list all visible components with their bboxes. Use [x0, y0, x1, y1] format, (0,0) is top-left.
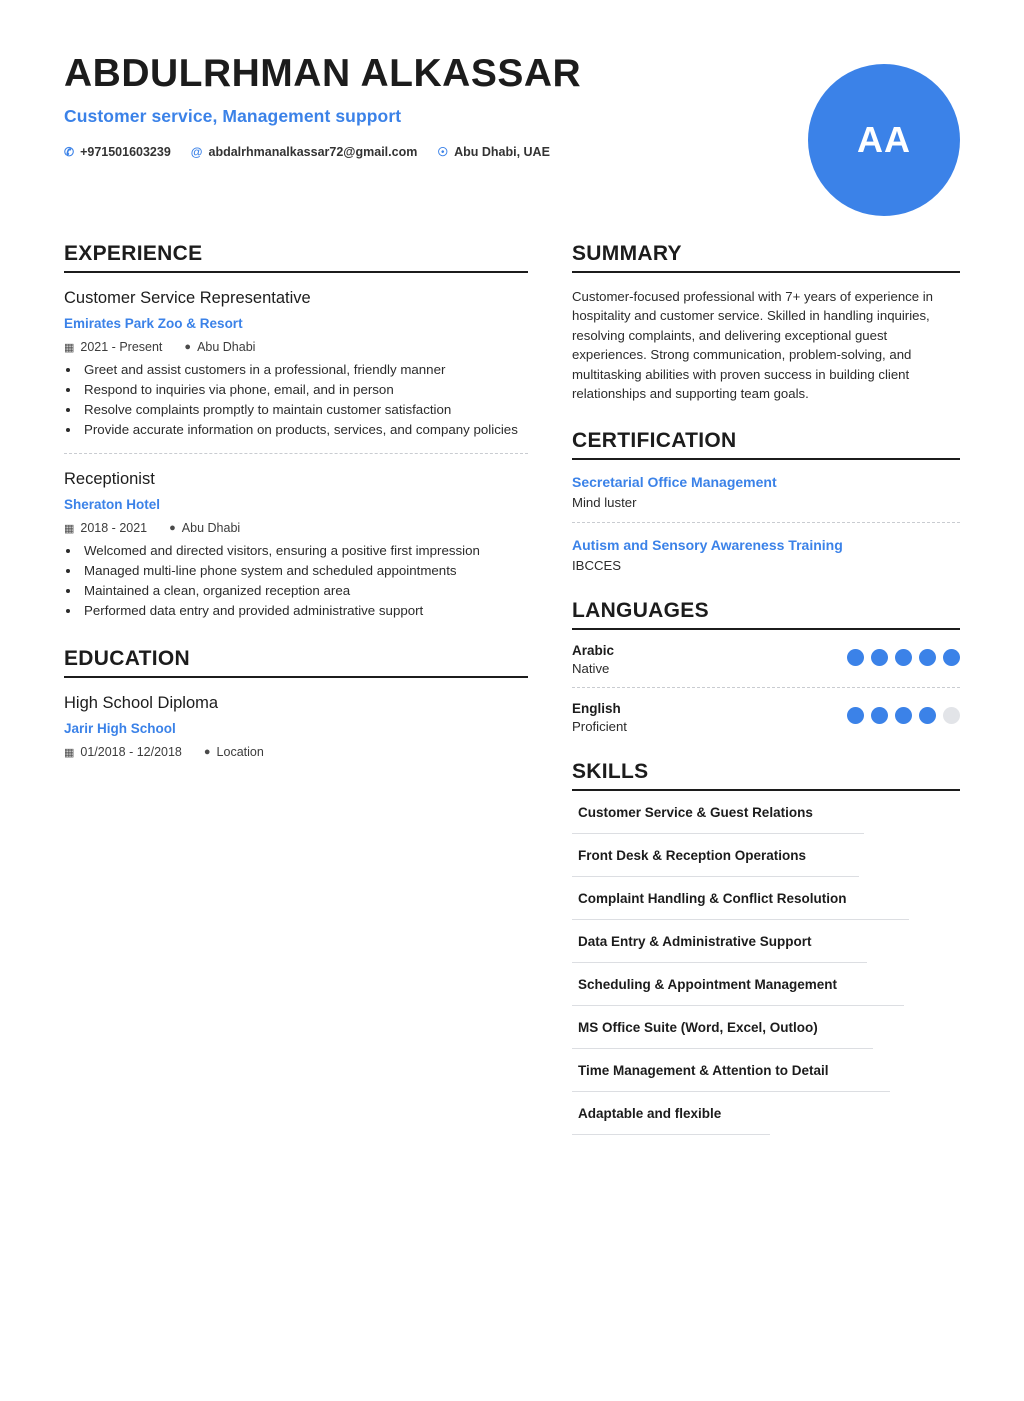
- contact-email: [191, 145, 418, 159]
- rating-dot: [919, 707, 936, 724]
- calendar-icon: ▦: [64, 522, 75, 535]
- skill-item: Time Management & Attention to Detail: [572, 1049, 890, 1092]
- section-certification: [572, 429, 960, 573]
- education-dates: [64, 745, 182, 759]
- contact-phone: [64, 145, 171, 159]
- language-level: Proficient: [572, 719, 627, 735]
- section-skills: [572, 760, 960, 1135]
- contact-phone-text: +971501603239: [80, 144, 171, 159]
- experience-location: [169, 521, 240, 535]
- language-level: Native: [572, 661, 610, 677]
- list-item: • Maintained a clean, organized reception area: [81, 582, 528, 601]
- experience-dates-text: 2018 - 2021: [80, 521, 148, 536]
- contact-email-text: abdalrhmanalkassar72@gmail.com: [208, 144, 418, 159]
- right-column: [572, 242, 960, 1161]
- location-icon: ☉: [437, 144, 449, 159]
- language-item: [572, 687, 960, 734]
- education-entry: [64, 678, 528, 759]
- list-item: • Welcomed and directed visitors, ensuring a positive first impression: [81, 542, 528, 561]
- section-education: [64, 647, 528, 759]
- language-name: English: [572, 701, 621, 717]
- calendar-icon: ▦: [64, 341, 75, 354]
- education-dates-text: 01/2018 - 12/2018: [80, 745, 182, 760]
- section-title-education: EDUCATION: [64, 647, 528, 678]
- experience-bullets: [81, 542, 528, 621]
- language-rating: [847, 707, 960, 724]
- rating-dot: [847, 707, 864, 724]
- experience-location-text: Abu Dhabi: [181, 521, 241, 536]
- page-title: ABDULRHMAN ALKASSAR: [64, 52, 582, 95]
- language-info: [572, 643, 614, 676]
- list-item: • Performed data entry and provided administrative support: [81, 602, 528, 621]
- resume-header: [64, 52, 960, 202]
- phone-icon: ✆: [64, 144, 75, 159]
- avatar: AA: [808, 64, 960, 216]
- skill-item: Scheduling & Appointment Management: [572, 963, 904, 1006]
- list-item: • Respond to inquiries via phone, email, and in person: [81, 381, 528, 400]
- section-title-experience: EXPERIENCE: [64, 242, 528, 273]
- experience-role: Receptionist: [64, 469, 155, 488]
- experience-entry: [64, 453, 528, 621]
- experience-role: Customer Service Representative: [64, 289, 311, 307]
- education-school: Jarir High School: [64, 721, 176, 737]
- language-rating: [847, 649, 960, 666]
- rating-dot: [871, 707, 888, 724]
- list-item: • Greet and assist customers in a professional, friendly manner: [81, 361, 528, 380]
- experience-bullets: [81, 361, 528, 440]
- certification-item: [572, 460, 960, 510]
- skill-item: Adaptable and flexible: [572, 1092, 770, 1135]
- certification-item: [572, 522, 960, 573]
- experience-dates-text: 2021 - Present: [80, 340, 163, 355]
- certification-name: Secretarial Office Management: [572, 474, 777, 491]
- experience-entry: [64, 273, 528, 440]
- skill-item: Front Desk & Reception Operations: [572, 834, 859, 877]
- certification-issuer: IBCCES: [572, 558, 622, 574]
- email-icon: @: [190, 144, 203, 159]
- rating-dot: [871, 649, 888, 666]
- skill-item: Complaint Handling & Conflict Resolution: [572, 877, 909, 920]
- list-item: • Resolve complaints promptly to maintain customer satisfaction: [81, 401, 528, 420]
- section-title-languages: LANGUAGES: [572, 599, 960, 630]
- experience-dates: [64, 521, 147, 535]
- location-icon: ●: [203, 746, 211, 759]
- experience-dates: [64, 340, 162, 354]
- section-title-summary: SUMMARY: [572, 242, 960, 273]
- list-item: • Managed multi-line phone system and scheduled appointments: [81, 562, 528, 581]
- skill-item: Customer Service & Guest Relations: [572, 791, 864, 834]
- resume-body: [64, 242, 960, 1161]
- experience-company: Emirates Park Zoo & Resort: [64, 316, 243, 332]
- calendar-icon: ▦: [64, 746, 75, 759]
- experience-location: [184, 340, 255, 354]
- left-column: [64, 242, 572, 785]
- language-name: Arabic: [572, 643, 615, 659]
- section-languages: [572, 599, 960, 734]
- certification-issuer: Mind luster: [572, 495, 637, 511]
- rating-dot: [943, 649, 960, 666]
- location-icon: ●: [169, 522, 176, 535]
- location-icon: ●: [184, 341, 192, 354]
- experience-meta: [64, 340, 528, 354]
- experience-company: Sheraton Hotel: [64, 497, 161, 513]
- education-meta: [64, 745, 528, 759]
- education-location-text: Location: [216, 745, 264, 760]
- education-location: [204, 745, 264, 759]
- contact-location-text: Abu Dhabi, UAE: [454, 144, 550, 159]
- experience-meta: [64, 521, 528, 535]
- education-degree: High School Diploma: [64, 693, 219, 712]
- experience-location-text: Abu Dhabi: [197, 340, 256, 355]
- certification-name: Autism and Sensory Awareness Training: [572, 537, 843, 554]
- language-info: [572, 701, 627, 734]
- section-title-skills: SKILLS: [572, 760, 960, 791]
- rating-dot: [943, 707, 960, 724]
- rating-dot: [895, 707, 912, 724]
- skill-item: MS Office Suite (Word, Excel, Outloo): [572, 1006, 873, 1049]
- rating-dot: [847, 649, 864, 666]
- section-summary: [572, 242, 960, 403]
- skill-item: Data Entry & Administrative Support: [572, 920, 867, 963]
- section-title-certification: CERTIFICATION: [572, 429, 960, 460]
- rating-dot: [895, 649, 912, 666]
- rating-dot: [919, 649, 936, 666]
- professional-headline: Customer service, Management support: [64, 105, 402, 126]
- language-item: [572, 630, 960, 676]
- list-item: • Provide accurate information on products, services, and company policies: [81, 421, 528, 440]
- section-experience: [64, 242, 528, 621]
- summary-text: Customer-focused professional with 7+ years of experience in hospitality and customer service. Skilled in handling inquiries, resolving complaints, and delivering exceptional guest experiences. Strong communication, problem-solving, and multitasking abilities with proven success in building client relationships and supporting team goals.: [572, 289, 934, 402]
- contact-location: [437, 145, 550, 159]
